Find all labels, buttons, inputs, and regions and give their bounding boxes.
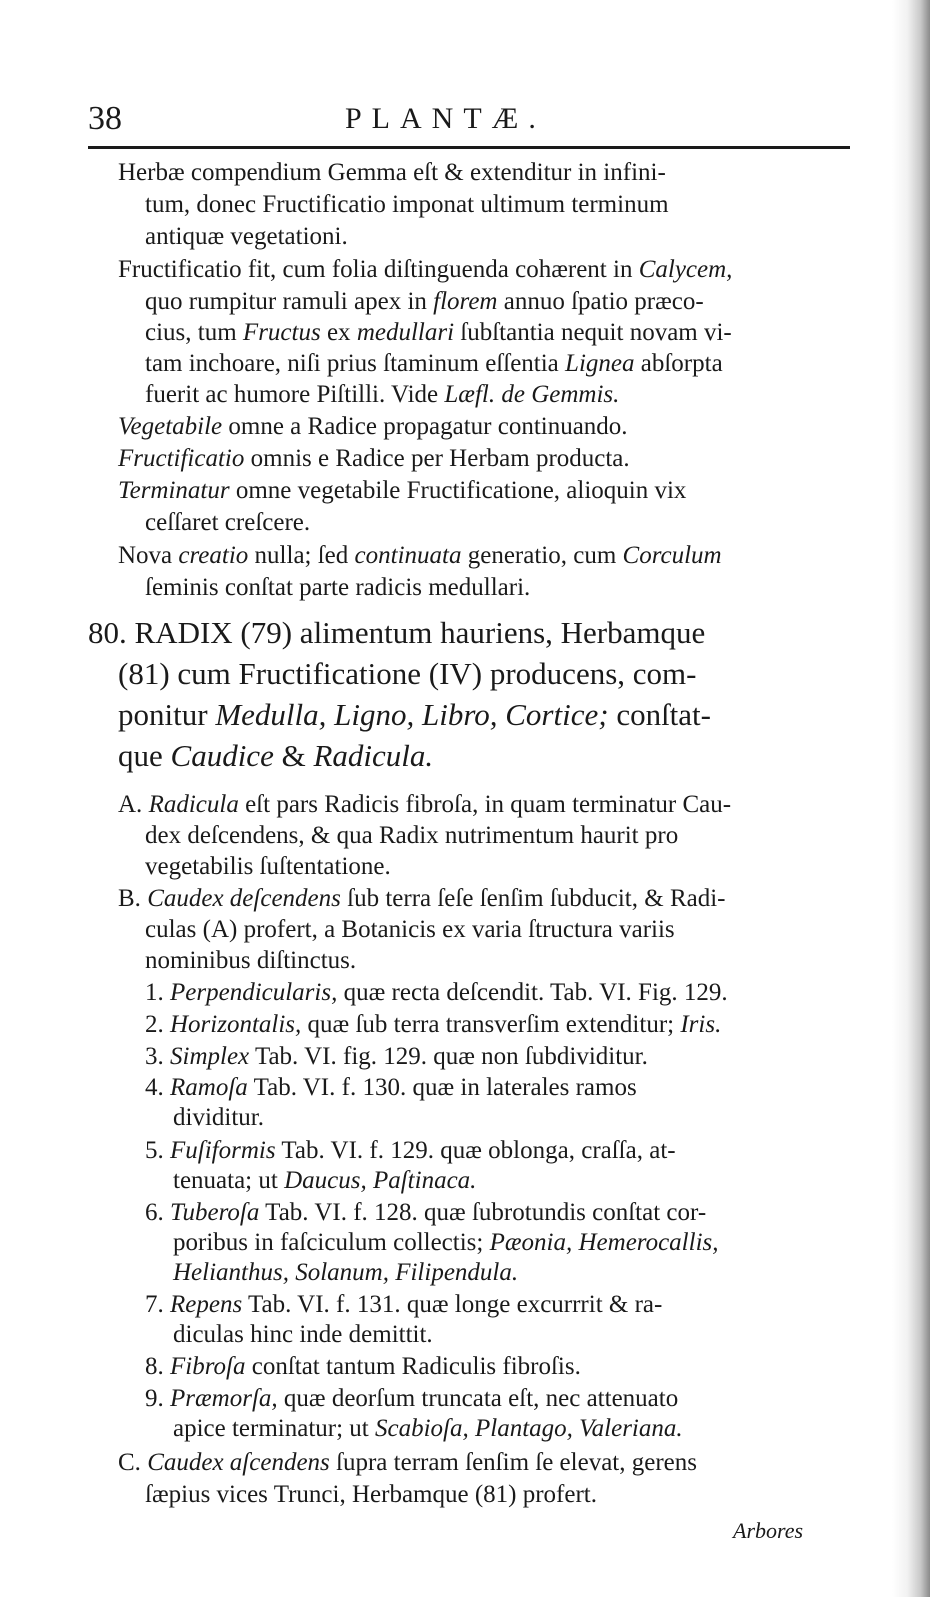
text-span: quæ recta deſcendit. Tab. VI. Fig. 129. [337, 979, 728, 1006]
text-span: Fructificatio fit, cum folia diſtinguenda cohærent in [118, 256, 639, 283]
italic-term: Lignea [565, 350, 635, 377]
list-number: 8. [145, 1353, 170, 1380]
page-edge-shadow [892, 0, 930, 1597]
italic-term: Terminatur [118, 477, 230, 504]
list-item-5-cont [173, 1168, 476, 1193]
text-span: Tab. VI. f. 130. quæ in laterales ramos [247, 1074, 637, 1101]
section-80-line-2: (81) cum Fructificatione (IV) producens, com- [118, 656, 697, 691]
list-number: 1. [145, 979, 170, 1006]
text-span: Tab. VI. f. 131. quæ longe excurrrit & ra- [242, 1291, 663, 1318]
italic-term: Vegetabile [118, 413, 223, 440]
text-span: ſupra terram ſenſim ſe elevat, gerens [329, 1449, 697, 1476]
italic-term: Caudice [170, 738, 274, 773]
list-item-4-cont: dividitur. [173, 1104, 264, 1131]
nova-line-2: ſeminis conſtat parte radicis medullari. [145, 574, 531, 601]
text-span: Nova [118, 542, 179, 569]
list-number: 3. [145, 1043, 170, 1070]
fructificatio-line-2 [145, 289, 704, 314]
italic-term: Corculum [622, 542, 722, 569]
italic-term: medullari [356, 319, 455, 346]
italic-term: Præmorſa, [170, 1385, 278, 1412]
list-item-1 [145, 980, 728, 1005]
fructificatio-line-1 [118, 257, 732, 282]
text-span: que [118, 738, 171, 773]
list-item-7 [145, 1292, 662, 1317]
list-number: 2. [145, 1011, 170, 1038]
item-a-line-2: dex deſcendens, & qua Radix nutrimentum haurit pro [145, 822, 679, 849]
section-80-line-1: 80. RADIX (79) alimentum hauriens, Herbamque [88, 615, 706, 650]
italic-term: Repens [170, 1291, 243, 1318]
list-item-6-cont-1 [173, 1230, 719, 1255]
italic-term: continuata [354, 542, 462, 569]
text-span: quo rumpitur ramuli apex in [145, 288, 434, 315]
italic-term: Radicula [148, 791, 239, 818]
intro-line-1: Herbæ compendium Gemma eſt & extenditur in infini- [118, 159, 666, 186]
text-span: conſtat tantum Radiculis fibroſis. [245, 1353, 581, 1380]
italic-term: Fibroſa [170, 1353, 246, 1380]
list-number: 7. [145, 1291, 170, 1318]
italic-term: Læfl. de Gemmis. [444, 381, 620, 408]
italic-term: Calycem, [638, 256, 733, 283]
list-item-6-cont-2: Helianthus, Solanum, Filipendula. [173, 1259, 519, 1286]
italic-term: Pæonia, Hemerocallis, [489, 1229, 719, 1256]
item-a-line-1 [118, 792, 731, 817]
italic-term: Ramoſa [170, 1074, 248, 1101]
text-span: ſubſtantia nequit novam vi- [454, 319, 732, 346]
text-span: ponitur [118, 697, 216, 732]
fructificatio-omnis-line [118, 446, 630, 471]
text-span: Tab. VI. f. 129. quæ oblonga, craſſa, at- [275, 1137, 676, 1164]
nova-line-1 [118, 543, 722, 568]
text-span: omnis e Radice per Herbam producta. [244, 445, 630, 472]
vegetabile-line [118, 414, 628, 439]
terminatur-line-2: ceſſaret creſcere. [145, 509, 311, 536]
fructificatio-line-4 [145, 351, 723, 376]
item-label: B. [118, 885, 148, 912]
text-span: & [273, 738, 314, 773]
italic-term: florem [433, 288, 498, 315]
section-80-line-4 [118, 740, 433, 771]
text-span: quæ ſub terra transverſim extenditur; [301, 1011, 681, 1038]
italic-term: Medulla, Ligno, Libro, Cortice; [215, 697, 609, 732]
text-span: fuerit ac humore Piſtilli. Vide [145, 381, 445, 408]
list-number: 4. [145, 1074, 170, 1101]
text-span: annuo ſpatio præco- [497, 288, 704, 315]
text-span: apice terminatur; ut [173, 1415, 376, 1442]
italic-term: Iris. [680, 1011, 722, 1038]
text-span: Tab. VI. f. 128. quæ ſubrotundis conſtat cor- [259, 1199, 707, 1226]
text-span: conſtat- [608, 697, 711, 732]
list-item-8 [145, 1354, 581, 1379]
list-item-2 [145, 1012, 721, 1037]
italic-term: Daucus, Paſtinaca. [284, 1167, 477, 1194]
section-80-line-3 [118, 699, 711, 730]
text-span: omne vegetabile Fructificatione, alioquin vix [229, 477, 687, 504]
list-item-4 [145, 1075, 637, 1100]
intro-line-3: antiquæ vegetationi. [145, 223, 348, 250]
text-span: omne a Radice propagatur continuando. [222, 413, 628, 440]
running-title: PLANTÆ. [345, 102, 546, 135]
header-rule [88, 146, 850, 149]
italic-term: Tuberoſa [170, 1199, 260, 1226]
item-c-line-2: ſæpius vices Trunci, Herbamque (81) profert. [145, 1481, 598, 1508]
italic-term: Caudex deſcendens [147, 885, 341, 912]
text-span: eſt pars Radicis fibroſa, in quam terminatur Cau- [238, 791, 732, 818]
list-number: 6. [145, 1199, 170, 1226]
fructificatio-line-3 [145, 320, 732, 345]
fructificatio-line-5 [145, 382, 619, 407]
italic-term: Fructus [242, 319, 321, 346]
list-number: 5. [145, 1137, 170, 1164]
italic-term: creatio [178, 542, 249, 569]
list-item-5 [145, 1138, 676, 1163]
text-span: nulla; ſed [248, 542, 355, 569]
text-span: ſub terra ſeſe ſenſim ſubducit, & Radi- [340, 885, 726, 912]
text-span: quæ deorſum truncata eſt, nec attenuato [277, 1385, 679, 1412]
italic-term: Caudex aſcendens [147, 1449, 330, 1476]
text-span: tam inchoare, niſi prius ſtaminum eſſentia [145, 350, 566, 377]
italic-term: Fructificatio [118, 445, 245, 472]
terminatur-line-1 [118, 478, 686, 503]
page-number: 38 [88, 100, 122, 137]
text-span: cius, tum [145, 319, 243, 346]
text-span: Tab. VI. fig. 129. quæ non ſubdividitur. [249, 1043, 648, 1070]
list-item-9-cont [173, 1416, 683, 1441]
italic-term: Perpendicularis, [170, 979, 338, 1006]
item-label: A. [118, 791, 149, 818]
list-number: 9. [145, 1385, 170, 1412]
item-c-line-1 [118, 1450, 697, 1475]
list-item-6 [145, 1200, 706, 1225]
italic-term: Radicula. [313, 738, 434, 773]
list-item-9 [145, 1386, 678, 1411]
text-span: tenuata; ut [173, 1167, 285, 1194]
page-header [88, 100, 848, 148]
text-span: abſorpta [634, 350, 723, 377]
item-b-line-3: nominibus diſtinctus. [145, 947, 357, 974]
list-item-7-cont: diculas hinc inde demittit. [173, 1321, 433, 1348]
italic-term: Simplex [170, 1043, 250, 1070]
text-span: generatio, cum [461, 542, 623, 569]
text-span: poribus in faſciculum collectis; [173, 1229, 490, 1256]
text-span: ex [320, 319, 357, 346]
item-b-line-1 [118, 886, 726, 911]
item-a-line-3: vegetabilis ſuſtentatione. [145, 853, 391, 880]
intro-line-2: tum, donec Fructificatio imponat ultimum terminum [145, 191, 669, 218]
italic-term: Scabioſa, Plantago, Valeriana. [375, 1415, 683, 1442]
italic-term: Fuſiformis [170, 1137, 276, 1164]
catchword: Arbores [733, 1518, 804, 1543]
item-label: C. [118, 1449, 148, 1476]
list-item-3 [145, 1044, 648, 1069]
item-b-line-2: culas (A) profert, a Botanicis ex varia ſtructura variis [145, 916, 675, 943]
italic-term: Horizontalis, [170, 1011, 302, 1038]
